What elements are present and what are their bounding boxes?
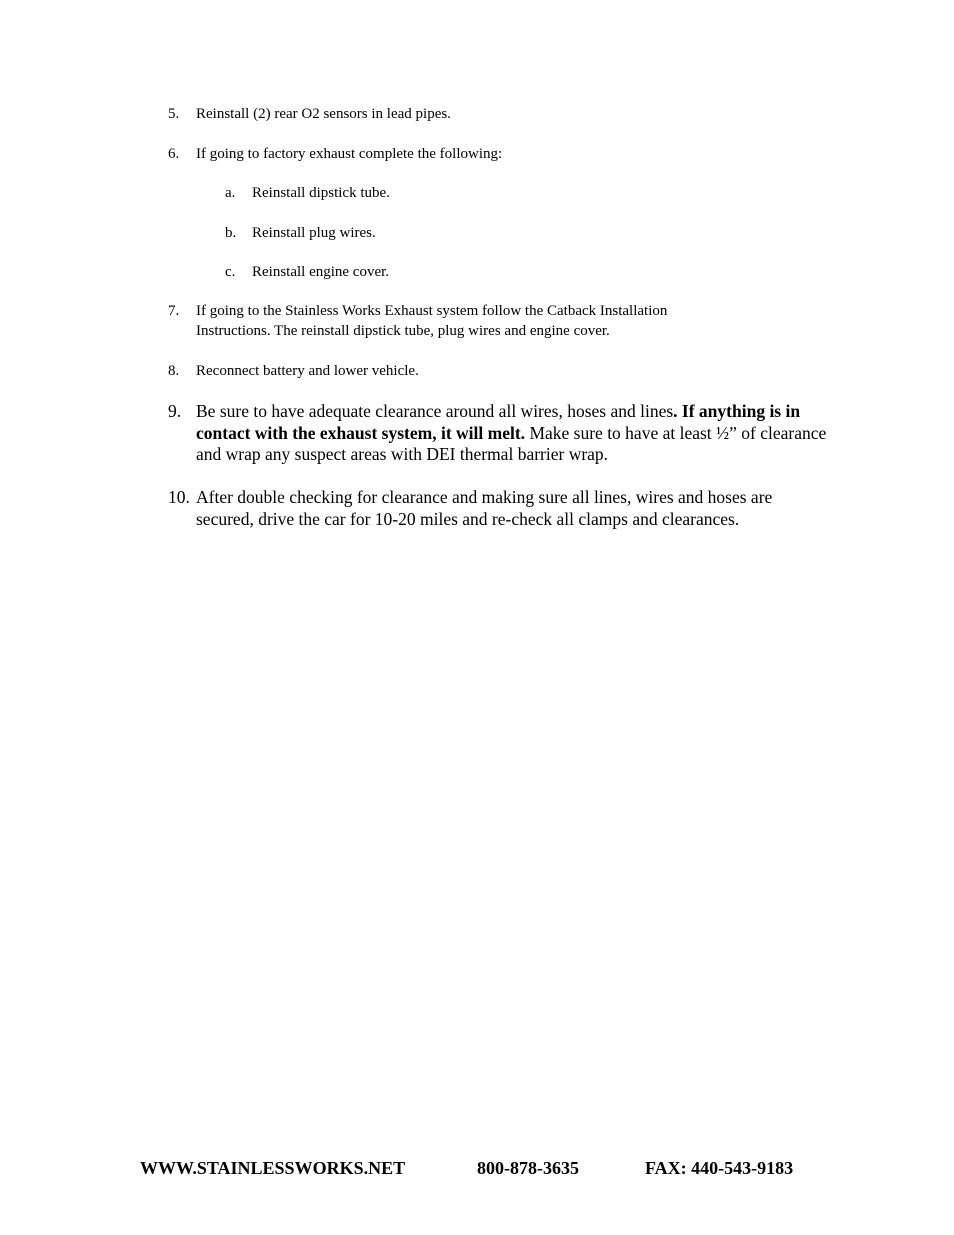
item-text-block [196, 401, 828, 466]
item-text-line-1: If going to the Stainless Works Exhaust system follow the Catback Installation [196, 303, 668, 319]
footer-phone: 800-878-3635 [477, 1158, 579, 1178]
sub-item-letter: a. [225, 185, 236, 201]
item-number: 5. [168, 106, 180, 122]
sub-item-text: Reinstall engine cover. [252, 264, 390, 280]
footer-fax: FAX: 440-543-9183 [645, 1158, 794, 1178]
sub-item-text: Reinstall dipstick tube. [252, 185, 390, 201]
sub-item-text: Reinstall plug wires. [252, 225, 376, 241]
item-text: Reinstall (2) rear O2 sensors in lead pipes. [196, 106, 451, 122]
item-text-block [196, 301, 828, 341]
footer-website: WWW.STAINLESSWORKS.NET [140, 1158, 406, 1178]
item-text: After double checking for clearance and making sure all lines, wires and hoses are secured, drive the car for 10-20 miles and re-check all clamps and clearances. [196, 487, 773, 529]
item-text: If going to factory exhaust complete the following: [196, 146, 503, 162]
item-text-part: Make sure to have at least ½” of clearance and wrap any suspect areas with DEI thermal barrier wrap. [196, 422, 827, 464]
item-number: 10. [168, 487, 190, 507]
item-text: Reconnect battery and lower vehicle. [196, 363, 419, 379]
item-number: 6. [168, 146, 180, 162]
item-text-bold-warning: . If anything is in contact with the exhaust system, it will melt. [196, 401, 801, 443]
item-text-part: Be sure to have adequate clearance around all wires, hoses and lines [196, 401, 674, 421]
item-number: 7. [168, 303, 180, 319]
item-number: 9. [168, 401, 182, 421]
item-text-line-2: Instructions. The reinstall dipstick tube, plug wires and engine cover. [196, 323, 610, 339]
sub-item-letter: b. [225, 225, 237, 241]
item-number: 8. [168, 363, 180, 379]
sub-item-letter: c. [225, 264, 236, 280]
